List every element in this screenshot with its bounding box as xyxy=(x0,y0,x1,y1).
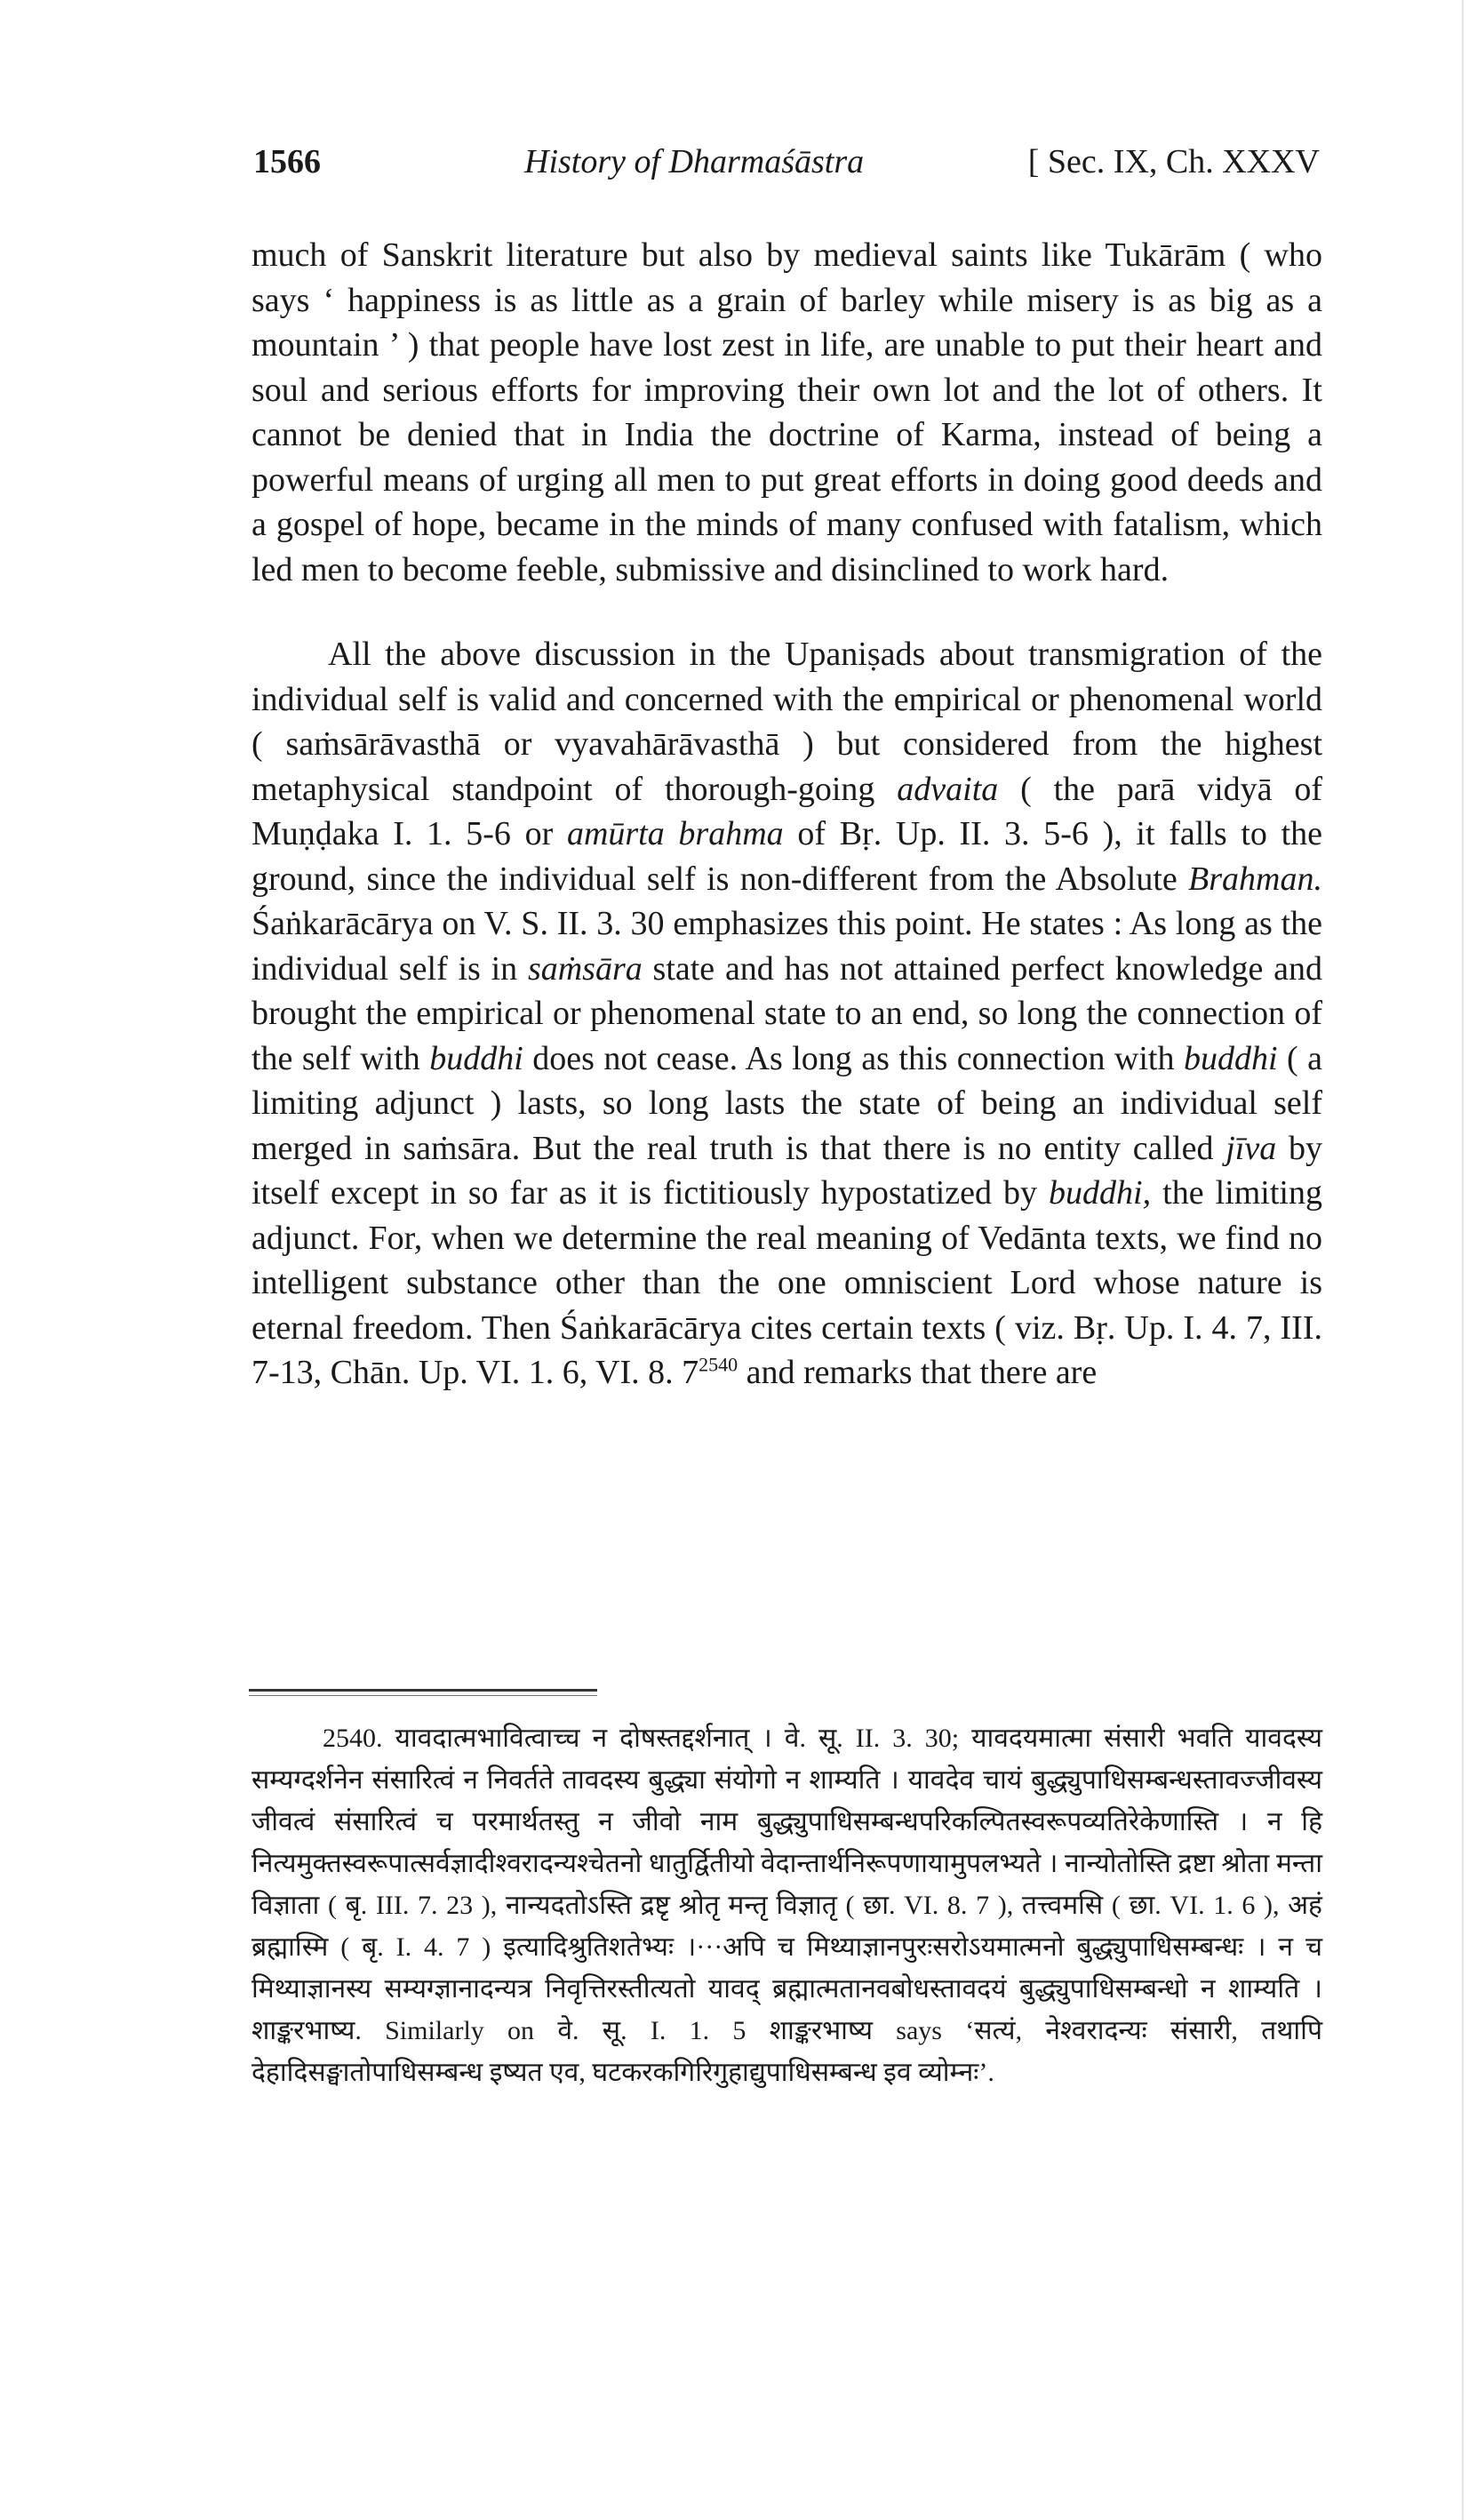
p2-italic: advaita xyxy=(897,770,999,808)
page-edge-line xyxy=(1462,0,1464,2520)
footnotes xyxy=(251,1717,1322,2093)
p2-italic: buddhi xyxy=(1183,1039,1278,1077)
p2-italic: Brahman. xyxy=(1188,860,1322,898)
p2-text: state and has not attained perfect knowledge and brought the empirical or phenomenal state to an end, so long the connection of the self with xyxy=(251,949,1322,1077)
p2-italic: saṁsāra xyxy=(527,949,643,988)
p2-text: by itself except in so far as it is fictitiously hypostatized by xyxy=(251,1129,1322,1212)
footnote-2540: 2540. यावदात्मभावित्वाच्च न दोषस्तद्दर्शनात् । वे. सू. II. 3. 30; यावदयमात्मा संसारी भवति यावदस्य सम्यग्दर्शनेन संसारित्वं न निवर्तते तावदस्य बुद्ध्या संयोगो न शाम्यति । यावदेव चायं बुद्ध्युपाधिसम्बन्धस्तावज्जीवस्य जीवत्वं संसारित्वं च परमार्थतस्तु न जीवो नाम बुद्ध्युपाधिसम्बन्धपरिकल्पितस्वरूपव्यतिरेकेणास्ति । न हि नित्यमुक्तस्वरूपात्सर्वज्ञादीश्वरादन्यश्चेतनो धातुर्द्वितीयो वेदान्तार्थनिरूपणायामुपलभ्यते । नान्योतोस्ति द्रष्टा श्रोता मन्ता विज्ञाता ( बृ. III. 7. 23 ), नान्यदतोऽस्ति द्रष्टृ श्रोतृ मन्तृ विज्ञातृ ( छा. VI. 8. 7 ), तत्त्वमसि ( छा. VI. 1. 6 ), अहं ब्रह्मास्मि ( बृ. I. 4. 7 ) इत्यादिश्रुतिशतेभ्यः ।···अपि च मिथ्याज्ञानपुरःसरोऽयमात्मनो बुद्ध्युपाधिसम्बन्धः । न च मिथ्याज्ञानस्य सम्यग्ज्ञानादन्यत्र निवृत्तिरस्तीत्यतो यावद् ब्रह्मात्मतानवबोधस्तावदयं बुद्ध्युपाधिसम्बन्धो न शाम्यति । शाङ्करभाष्य. Similarly on वे. सू. I. 1. 5 शाङ्करभाष्य says ‘सत्यं, नेश्वरादन्यः संसारी, तथापि देहादिसङ्घातोपाधिसम्बन्ध इष्यत एव, घटकरकगिरिगुहाद्युपाधिसम्बन्ध इव व्योम्नः’. xyxy=(251,1724,1322,2087)
footnote-reference: 2540 xyxy=(699,1353,738,1376)
p2-text: does not cease. As long as this connection with xyxy=(523,1039,1184,1077)
section-reference: [ Sec. IX, Ch. XXXV xyxy=(1027,143,1320,180)
p2-italic: buddhi xyxy=(429,1039,523,1077)
p2-text: All the above discussion in the Upaniṣads about transmigration of the individual self is valid and concerned with the empirical or phenomenal world ( saṁsārāvasthā or vyavahārāvasthā ) but considered from the highest metaphysical standpoint of thorough-going xyxy=(251,636,1322,808)
paragraph-2 xyxy=(251,632,1322,1396)
p2-italic: jīva xyxy=(1225,1129,1277,1167)
paragraph-1: much of Sanskrit literature but also by medieval saints like Tukārām ( who says ‘ happiness is as little as a grain of barley while misery is as big as a mountain ’ ) that people have lost zest in life, are unable to put their heart and soul and serious efforts for improving their own lot and the lot of others. It cannot be denied that in India the doctrine of Karma, instead of being a powerful means of urging all men to put great efforts in doing good deeds and a gospel of hope, became in the minds of many confused with fatalism, which led men to become feeble, submissive and disinclined to work hard. xyxy=(251,236,1322,588)
p2-text: ( the parā vidyā of Muṇḍaka I. 1. 5-6 or xyxy=(251,770,1323,852)
p2-text: of Bṛ. Up. II. 3. 5-6 ), it falls to the ground, since the individual self is non-different from the Absolute xyxy=(251,815,1323,898)
p2-text: ( a limiting adjunct ) lasts, so long lasts the state of being an individual self merged in saṁsāra. But the real truth is that there is no entity called xyxy=(251,1039,1322,1167)
p2-text: Śaṅkarācārya on V. S. II. 3. 30 emphasizes this point. He states : As long as the individual self is in xyxy=(251,905,1322,988)
p2-text: the limiting adjunct. For, when we determine the real meaning of Vedānta texts, we find no intelligent substance other than the one omniscient Lord whose nature is eternal freedom. Then Śaṅkarācārya cites certain texts ( viz. Bṛ. Up. I. 4. 7, III. 7-13, Chān. Up. VI. 1. 6, VI. 8. 7 xyxy=(251,1174,1322,1391)
p2-text: and remarks that there are xyxy=(738,1354,1098,1391)
running-header xyxy=(253,142,1320,187)
page-number: 1566 xyxy=(253,143,321,180)
footnote-rule-thin xyxy=(249,1695,597,1696)
body-text xyxy=(251,233,1322,1396)
running-title: History of Dharmaśāstra xyxy=(524,143,865,180)
p2-italic: buddhi, xyxy=(1049,1174,1152,1212)
footnote-rule xyxy=(249,1689,597,1692)
p2-italic: amūrta brahma xyxy=(566,815,784,852)
